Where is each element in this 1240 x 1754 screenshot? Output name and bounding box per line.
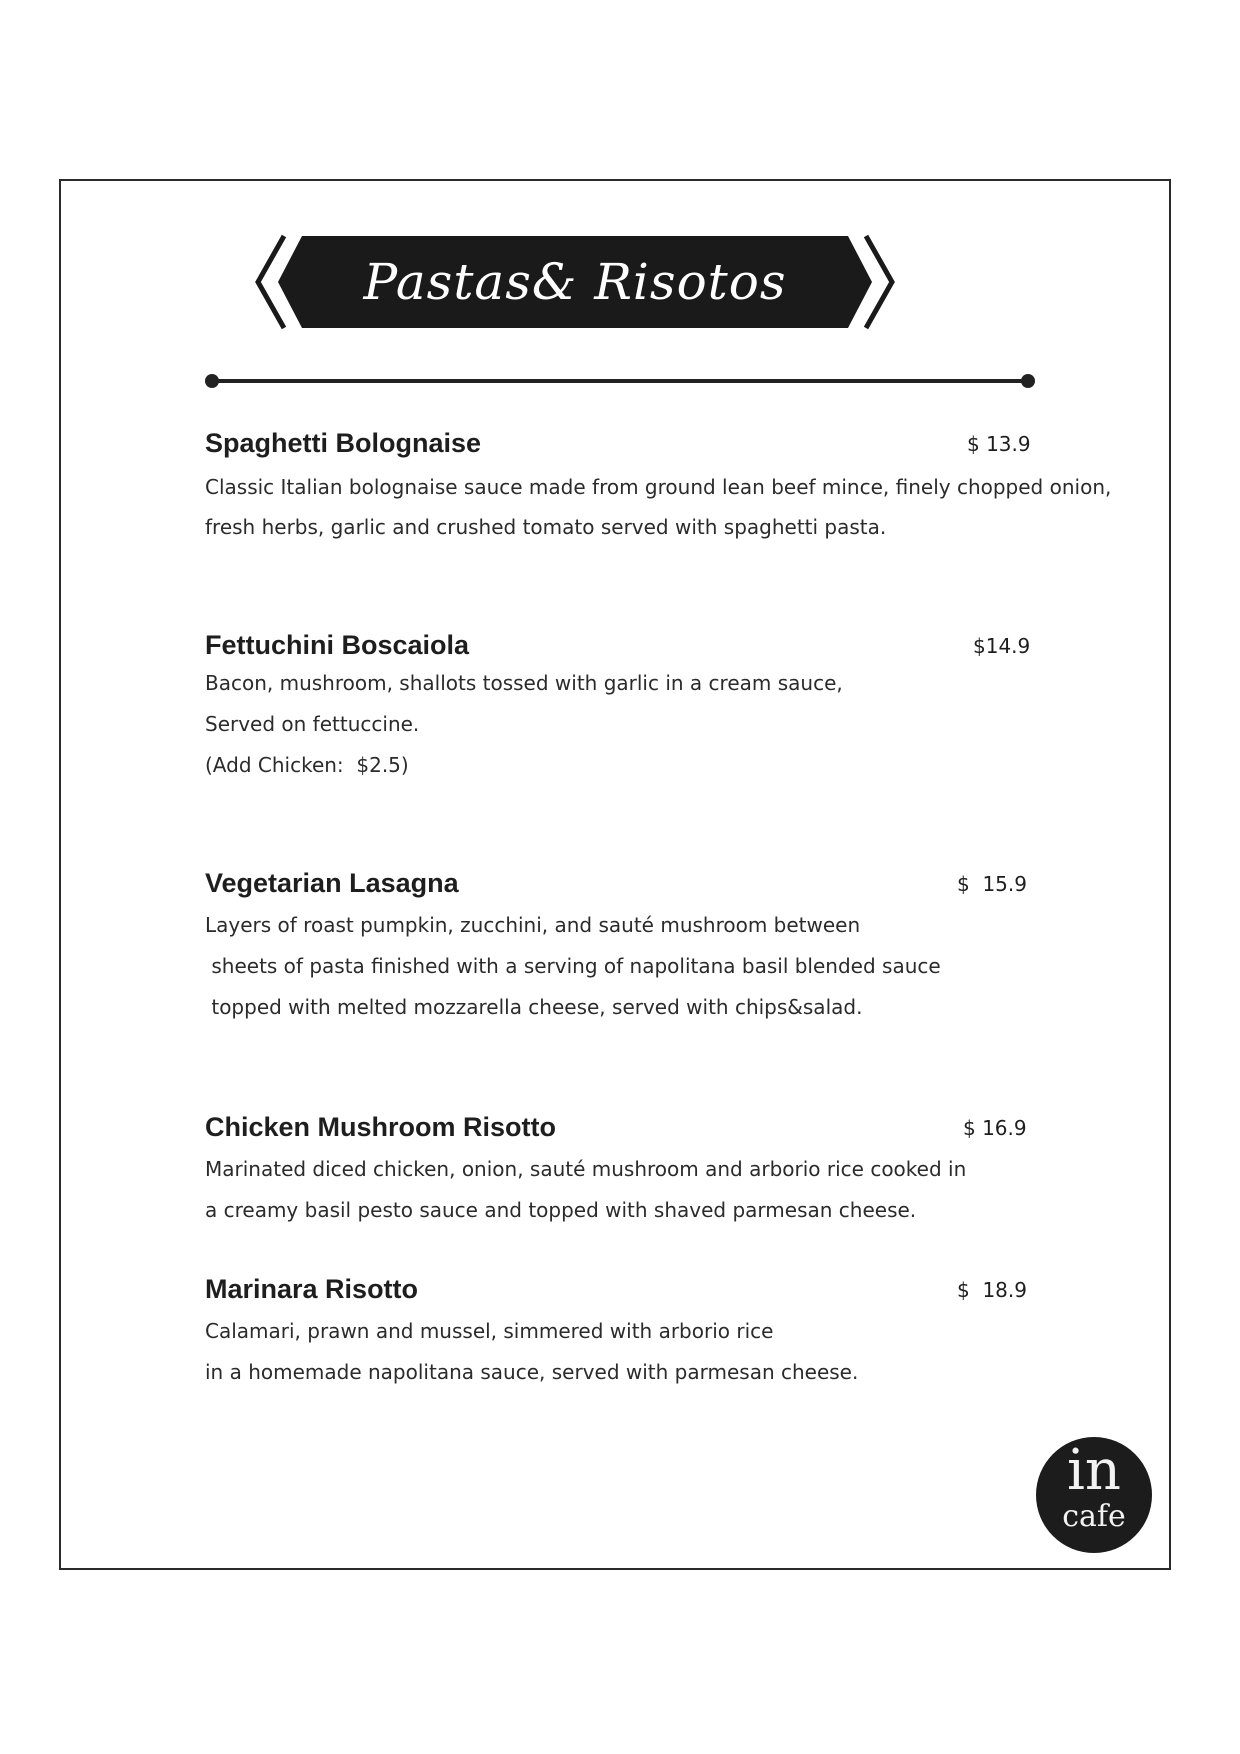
item-description-line: Classic Italian bolognaise sauce made from ground lean beef mince, finely chopped onion, (205, 475, 1112, 499)
item-price: $ 16.9 (963, 1116, 1027, 1140)
item-description-line: in a homemade napolitana sauce, served with parmesan cheese. (205, 1360, 859, 1384)
item-description-line: Calamari, prawn and mussel, simmered with arborio rice (205, 1319, 774, 1343)
item-price: $14.9 (973, 634, 1031, 658)
item-name: Spaghetti Bolognaise (205, 428, 482, 458)
logo-text-in: in (1067, 1438, 1121, 1503)
item-description-line: Layers of roast pumpkin, zucchini, and sauté mushroom between (205, 913, 861, 937)
item-description-line: (Add Chicken: $2.5) (205, 753, 409, 777)
section-banner (250, 232, 900, 332)
page-title: Pastas& Risotos (363, 253, 787, 311)
item-price: $ 15.9 (957, 872, 1027, 896)
item-description-line: fresh herbs, garlic and crushed tomato served with spaghetti pasta. (205, 515, 887, 539)
item-description-line: Marinated diced chicken, onion, sauté mushroom and arborio rice cooked in (205, 1157, 967, 1181)
section-divider (205, 373, 1035, 389)
divider-dot-left (205, 374, 219, 388)
item-description-line: a creamy basil pesto sauce and topped with shaved parmesan cheese. (205, 1198, 917, 1222)
item-name: Marinara Risotto (205, 1274, 419, 1304)
item-description-line: sheets of pasta finished with a serving of napolitana basil blended sauce (205, 954, 941, 978)
cafe-logo (1036, 1437, 1152, 1553)
logo-text-cafe: cafe (1062, 1499, 1126, 1534)
item-name: Chicken Mushroom Risotto (205, 1112, 557, 1142)
item-price: $ 18.9 (957, 1278, 1027, 1302)
item-name: Fettuchini Boscaiola (205, 630, 470, 660)
item-description-line: topped with melted mozzarella cheese, served with chips&salad. (205, 995, 863, 1019)
item-price: $ 13.9 (967, 432, 1031, 456)
item-description-line: Served on fettuccine. (205, 712, 420, 736)
item-name: Vegetarian Lasagna (205, 868, 459, 898)
divider-dot-right (1021, 374, 1035, 388)
item-description-line: Bacon, mushroom, shallots tossed with garlic in a cream sauce, (205, 671, 843, 695)
